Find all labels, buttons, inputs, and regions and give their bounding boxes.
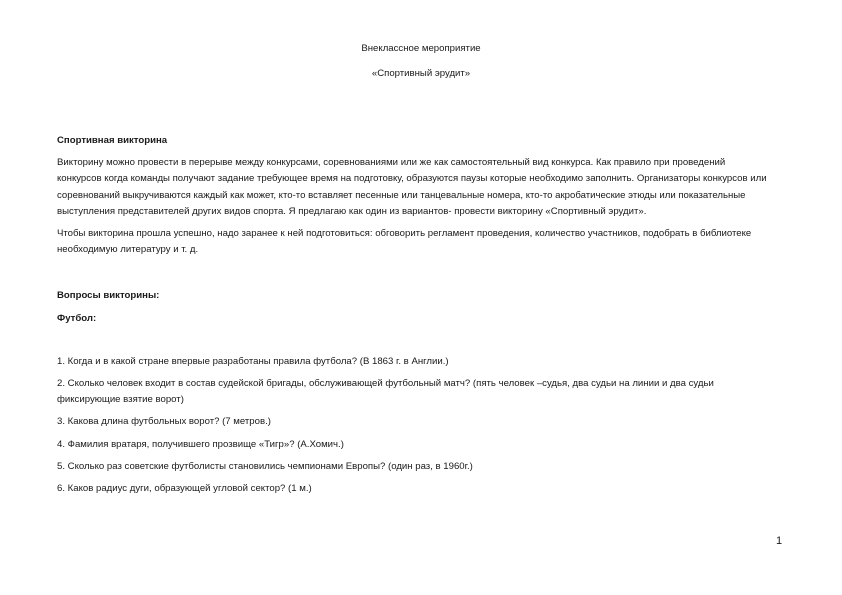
section-title-quiz: Спортивная викторина (57, 135, 168, 146)
question-item: 3. Какова длина футбольных ворот? (7 метров.) (57, 416, 271, 428)
subsection-title-football: Футбол: (57, 312, 97, 324)
question-item: 4. Фамилия вратаря, получившего прозвище «Тигр»? (А.Хомич.) (57, 438, 344, 450)
event-title: «Спортивный эрудит» (371, 68, 471, 79)
question-item: 5. Сколько раз советские футболисты становились чемпионами Европы? (один раз, в 1960г.) (57, 460, 473, 472)
page-number: 1 (776, 535, 783, 547)
paragraph-intro: Викторину можно провести в перерыве между конкурсами, соревнованиями или же как самостоятельный вид конкурса. Как правило при проведений конкурсов когда команды получают задание требующее время на подготовку, образуются паузы которые необходимо заполнить. Организаторы конкурсов или соревнований выкручиваются каждый как может, кто-то вставляет песенные или танцевальные номера, кто-то акробатические этюды или показательные выступления представителей других видов спорта. Я предлагаю как один из вариантов- провести викторину «Спортивный эрудит». (57, 157, 767, 217)
question-item: 2. Сколько человек входит в состав судейской бригады, обслуживающей футбольный матч? (пять человек –судья, два судьи на линии и два судьи фиксирующие взятие ворот) (57, 378, 714, 406)
document-body (57, 133, 772, 497)
question-item: 6. Каков радиус дуги, образующей угловой сектор? (1 м.) (57, 483, 312, 495)
event-heading: Внеклассное мероприятие (361, 43, 481, 54)
section-title-questions: Вопросы викторины: (57, 290, 160, 302)
paragraph-preparation: Чтобы викторина прошла успешно, надо заранее к ней подготовиться: обговорить регламент проведения, количество участников, подобрать в библиотеке необходимую литературу и т. д. (57, 228, 752, 256)
question-item: 1. Когда и в какой стране впервые разработаны правила футбола? (В 1863 г. в Англии.) (57, 355, 449, 367)
